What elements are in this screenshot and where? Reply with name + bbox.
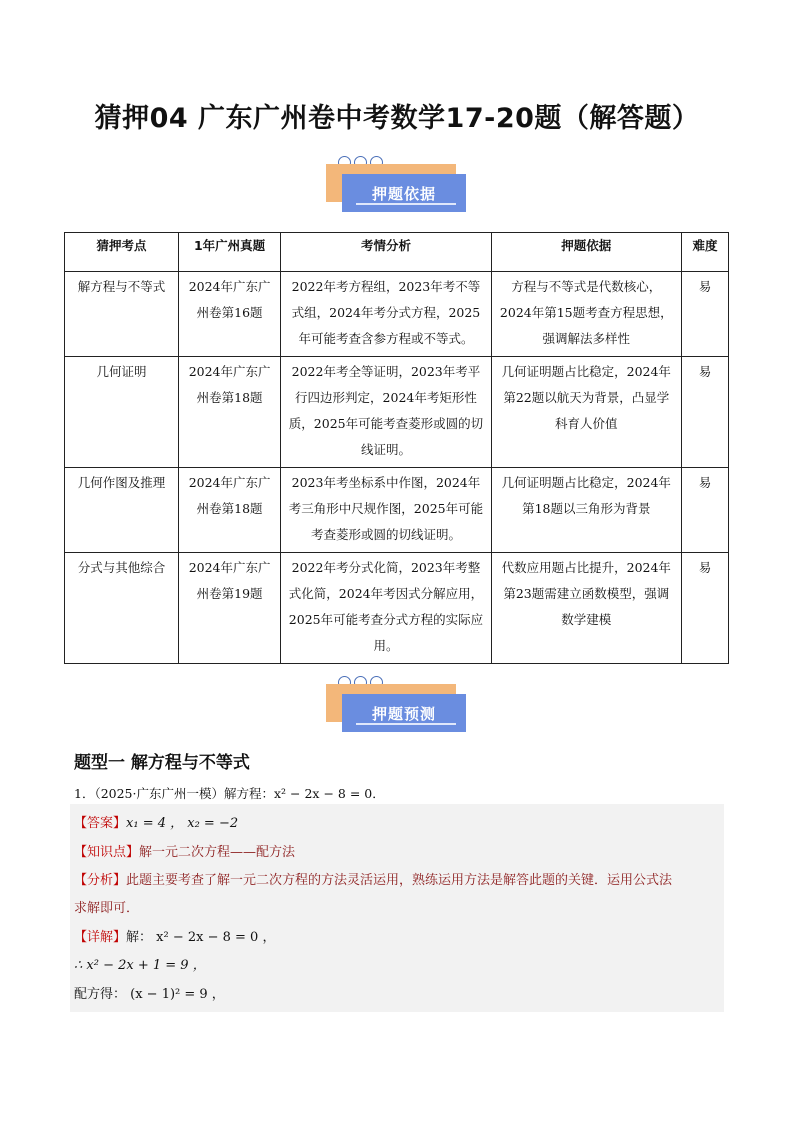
answer-tag: 【答案】 [74,816,127,831]
cell-difficulty: 易 [681,272,728,357]
detail-text: 解： x² − 2x − 8 = 0 ， [126,930,276,945]
badge-label: 押题预测 [342,694,466,732]
analysis-line-2: 求解即可． [74,901,140,916]
analysis-text: 此题主要考查了解一元二次方程的方法灵活运用，熟练运用方法是解答此题的关键．运用公式法 [126,873,673,888]
knowledge-line [74,841,295,860]
table-row [65,272,729,357]
detail-step-3: 配方得： (x − 1)² = 9 ， [74,987,225,1002]
cell-basis: 代数应用题占比提升，2024年第23题需建立函数模型，强调数学建模 [491,553,681,664]
cell-topic: 几何证明 [65,357,179,468]
cell-real-exam: 2024年广东广州卷第16题 [178,272,280,357]
cell-difficulty: 易 [681,553,728,664]
prediction-badge [326,676,470,740]
cell-topic: 解方程与不等式 [65,272,179,357]
cell-real-exam: 2024年广东广州卷第18题 [178,357,280,468]
detail-line [74,926,275,945]
cell-real-exam: 2024年广东广州卷第19题 [178,553,280,664]
table-row [65,357,729,468]
cell-basis: 几何证明题占比稳定，2024年第18题以三角形为背景 [491,468,681,553]
header-real-exam: 1年广州真题 [178,233,280,272]
section-title: 题型一 解方程与不等式 [74,753,250,773]
cell-analysis: 2022年考方程组，2023年考不等式组，2024年考分式方程，2025年可能考查含参方程或不等式。 [281,272,491,357]
basis-badge [326,156,470,220]
cell-analysis: 2023年考坐标系中作图，2024年考三角形中尺规作图，2025年可能考查菱形或圆的切线证明。 [281,468,491,553]
question-1: 1．（2025·广东广州一模）解方程：x² − 2x − 8 = 0． [74,786,385,801]
cell-basis: 方程与不等式是代数核心，2024年第15题考查方程思想，强调解法多样性 [491,272,681,357]
detail-tag: 【详解】 [74,930,127,945]
table-header-row [65,233,729,272]
answer-line [74,812,238,831]
table-row [65,553,729,664]
header-topic: 猜押考点 [65,233,179,272]
header-analysis: 考情分析 [281,233,491,272]
analysis-tag: 【分析】 [74,873,127,888]
cell-analysis: 2022年考全等证明，2023年考平行四边形判定，2024年考矩形性质，2025年可能考查菱形或圆的切线证明。 [281,357,491,468]
cell-real-exam: 2024年广东广州卷第18题 [178,468,280,553]
document-title: 猜押04 广东广州卷中考数学17-20题（解答题） [94,103,700,134]
badge-label: 押题依据 [342,174,466,212]
analysis-line [74,869,672,888]
solution-box [70,804,724,1012]
answer-value: x₁ = 4 ， x₂ = −2 [126,816,239,831]
table-row [65,468,729,553]
cell-topic: 几何作图及推理 [65,468,179,553]
cell-basis: 几何证明题占比稳定，2024年第22题以航天为背景，凸显学科育人价值 [491,357,681,468]
knowledge-text: 解一元二次方程——配方法 [139,845,296,860]
cell-difficulty: 易 [681,357,728,468]
knowledge-tag: 【知识点】 [74,845,140,860]
prediction-basis-table [64,232,729,664]
header-difficulty: 难度 [681,233,728,272]
cell-topic: 分式与其他综合 [65,553,179,664]
header-basis: 押题依据 [491,233,681,272]
cell-difficulty: 易 [681,468,728,553]
detail-step-2: ∴ x² − 2x + 1 = 9 ， [74,958,206,973]
cell-analysis: 2022年考分式化简，2023年考整式化简，2024年考因式分解应用，2025年可能考查分式方程的实际应用。 [281,553,491,664]
